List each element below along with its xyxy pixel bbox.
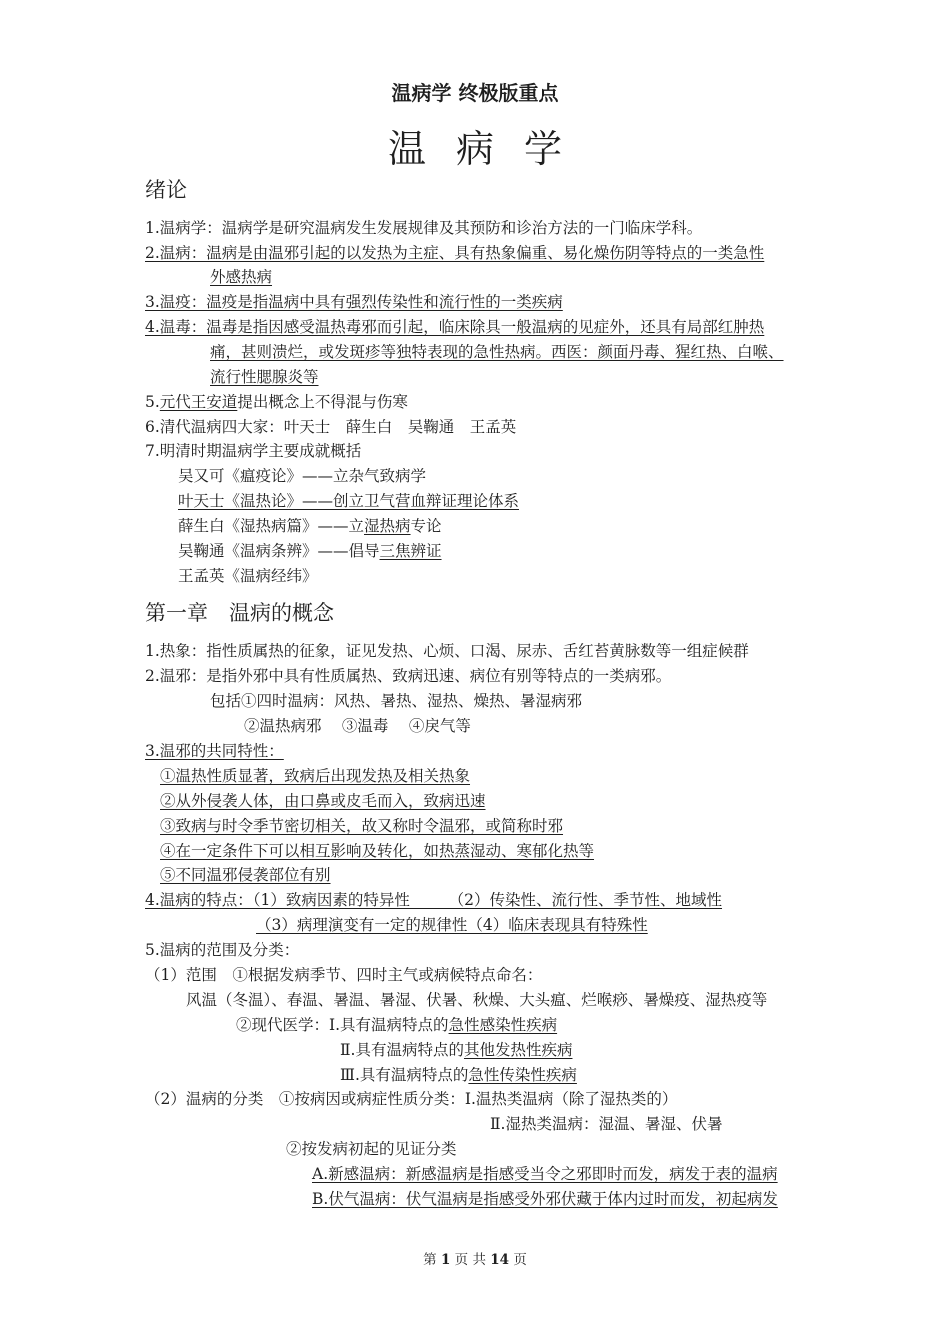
intro-item-6: 6.清代温病四大家：叶天士 薛生白 吴鞠通 王孟英: [145, 418, 517, 436]
intro-item-5-num: 5.: [145, 393, 160, 411]
ch1-item-4: 4.温病的特点：（1）致病因素的特异性 （2）传染性、流行性、季节性、地域性: [145, 891, 723, 909]
intro-item-7-c-term: 湿热病: [364, 517, 411, 535]
intro-item-7-e: 王孟英《温病经纬》: [178, 567, 318, 585]
section-heading-intro: 绪论: [145, 178, 187, 202]
ch1-item-3-e: ⑤不同温邪侵袭部位有别: [160, 866, 331, 884]
intro-item-7-c-text: 薛生白《湿热病篇》——立: [178, 517, 365, 535]
ch1-item-5-onset-a: A.新感温病：新感温病是指感受当令之邪即时而发，病发于表的温病: [312, 1165, 778, 1183]
intro-item-7-c-tail: 专论: [410, 517, 442, 535]
ch1-item-5-modern-2-term: 其他发热性疾病: [463, 1041, 573, 1059]
ch1-item-5-modern-3-term: 急性传染性疾病: [468, 1066, 577, 1084]
ch1-item-2-a: 包括①四时温病：风热、暑热、湿热、燥热、暑湿病邪: [210, 692, 583, 710]
intro-item-7-b: 叶天士《温热论》——创立卫气营血辩证理论体系: [178, 492, 520, 510]
intro-item-2-cont: 外感热病: [210, 268, 273, 286]
footer-prefix: 第: [423, 1252, 441, 1268]
ch1-item-3-b: ②从外侵袭人体，由口鼻或皮毛而入，致病迅速: [160, 792, 486, 810]
ch1-item-5-onset: ②按发病初起的见证分类: [286, 1140, 457, 1158]
ch1-item-2: 2.温邪：是指外邪中具有性质属热、致病迅速、病位有别等特点的一类病邪。: [145, 667, 672, 685]
intro-item-2: 2.温病：温病是由温邪引起的以发热为主症、具有热象偏重、易化燥伤阴等特点的一类急性: [145, 244, 765, 262]
intro-item-7-a: 吴又可《瘟疫论》——立杂气致病学: [178, 467, 427, 485]
ch1-item-3: 3.温邪的共同特性：: [145, 742, 284, 760]
ch1-item-5-modern-3-text: Ⅲ.具有温病特点的: [340, 1066, 469, 1084]
ch1-item-5-modern: [236, 1014, 557, 1036]
intro-item-7-d-text: 吴鞠通《温病条辨》——倡导: [178, 542, 380, 560]
ch1-item-5-scope-list: 风温（冬温）、春温、暑温、暑湿、伏暑、秋燥、大头瘟、烂喉痧、暑燥疫、湿热疫等: [186, 991, 768, 1009]
ch1-item-5-modern-term: 急性感染性疾病: [448, 1016, 558, 1034]
intro-item-4-cont1: 痛，甚则溃烂，或发斑疹等独特表现的急性热病。西医：颜面丹毒、猩红热、白喉、: [210, 343, 784, 361]
footer-total-pages: 14: [490, 1252, 510, 1268]
ch1-item-5-classification-2: Ⅱ.湿热类温病：湿温、暑湿、伏暑: [490, 1115, 723, 1133]
ch1-item-3-d: ④在一定条件下可以相互影响及转化，如热蒸湿动、寒郁化热等: [160, 842, 595, 860]
intro-item-3: 3.温疫：温疫是指温病中具有强烈传染性和流行性的一类疾病: [145, 293, 563, 311]
ch1-item-5: 5.温病的范围及分类：: [145, 941, 300, 959]
ch1-item-5-scope: （1）范围 ①根据发病季节、四时主气或病候特点命名：: [145, 966, 543, 984]
page-footer: [0, 1248, 950, 1268]
intro-item-7-d: [178, 540, 442, 562]
section-heading-chapter1: 第一章 温病的概念: [145, 601, 334, 625]
ch1-item-5-modern-text: ②现代医学：Ⅰ.具有温病特点的: [236, 1016, 449, 1034]
intro-item-5: [145, 391, 408, 413]
ch1-item-5-modern-2-text: Ⅱ.具有温病特点的: [340, 1041, 464, 1059]
footer-suffix: 页: [509, 1252, 527, 1268]
footer-middle: 页 共: [450, 1252, 491, 1268]
document-title: 温病学 终极版重点: [391, 81, 559, 105]
intro-item-5-person: 元代王安道: [159, 393, 238, 411]
intro-item-7-d-term: 三焦辨证: [379, 542, 442, 560]
ch1-item-3-a: ①温热性质显著，致病后出现发热及相关热象: [160, 767, 471, 785]
ch1-item-5-modern-2: [340, 1039, 572, 1061]
ch1-item-3-c: ③致病与时令季节密切相关，故又称时令温邪，或简称时邪: [160, 817, 564, 835]
intro-item-5-text: 提出概念上不得混与伤寒: [237, 393, 408, 411]
intro-item-1: 1.温病学：温病学是研究温病发生发展规律及其预防和诊治方法的一门临床学科。: [145, 219, 703, 237]
intro-item-4-cont2: 流行性腮腺炎等: [210, 368, 319, 386]
ch1-item-5-modern-3: [340, 1064, 577, 1086]
intro-item-4: 4.温毒：温毒是指因感受温热毒邪而引起，临床除具一般温病的见症外，还具有局部红肿热: [145, 318, 765, 336]
ch1-item-4-cont: （3）病理演变有一定的规律性（4）临床表现具有特殊性: [256, 916, 648, 934]
ch1-item-1: 1.热象：指性质属热的征象，证见发热、心烦、口渴、尿赤、舌红苔黄脉数等一组症候群: [145, 642, 749, 660]
ch1-item-5-classification: （2）温病的分类 ①按病因或病症性质分类：Ⅰ.温热类温病（除了湿热类的）: [145, 1090, 678, 1108]
ch1-item-5-onset-b: B.伏气温病：伏气温病是指感受外邪伏藏于体内过时而发，初起病发: [312, 1190, 778, 1208]
footer-page-number: 1: [440, 1252, 451, 1268]
intro-item-7: 7.明清时期温病学主要成就概括: [145, 442, 362, 460]
main-title: 温病学: [387, 127, 592, 171]
intro-item-7-c: [178, 515, 442, 537]
ch1-item-2-b: ②温热病邪 ③温毒 ④戾气等: [244, 717, 471, 735]
